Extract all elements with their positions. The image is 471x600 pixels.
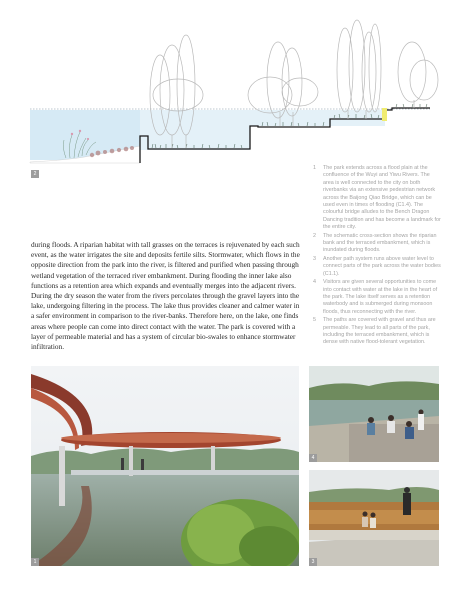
caption-item: 2 The schematic cross-section shows the riparian bank and the terraced embankment, which is inundated during floods.: [313, 232, 437, 254]
caption-list: [313, 165, 441, 348]
photo-gravel-path: [309, 470, 439, 566]
caption-item: 5 The paths are covered with gravel and thus are permeable. They lead to all parts of the park, including the terraced embankment, which is dense with native flood-tolerant vegetation.: [313, 317, 436, 346]
caption-item: 3 Another path system runs above water level to connect parts of the park across the water bodies (C1.1).: [313, 255, 441, 277]
figure-number-section: 2: [31, 170, 39, 178]
photo-lake-visitors: [309, 366, 439, 462]
body-paragraph: during floods. A riparian habitat with tall grasses on the terraces is rejuvenated by each such event, as the water irrigates the site and deposits fertile silts. Stormwater, which flows in the opposite direction from the park into the river, is filtered and purified when passing through wetland vegetation of the terraced river embankment. During flooding the inner lake also functions as a retention area which expands and eventually merges into the adjacent rivers. During the dry season the water from the rivers percolates through the gravel layers into the lake, undergoing filtering in the process. The lake thus provides cleaner and calmer water in a safer environment in comparison to the river-banks. Therefore here, on the lake, one finds areas where people can come into direct contact with the water. The park is covered with a layer of permeable material and has a system of circular bio-swales to enhance stormwater infiltration.: [31, 240, 300, 352]
figure-number-photo-top-right: 4: [309, 454, 317, 462]
caption-item: 4 Visitors are given several opportunities to come into contact with water at the lake in the heart of the park. The lake itself serves as a retention waterbody and is submerged during monsoon floods, thus reconnecting with the river.: [313, 279, 438, 315]
cross-section-diagram: [0, 0, 471, 190]
photo-bridge-lake: [31, 366, 299, 566]
lake-edge-highlight: [382, 108, 387, 121]
figure-number-photo-bottom-right: 3: [309, 558, 317, 566]
caption-item: 1 The park extends across a flood plain at the confluence of the Wuyi and Yiwu Rivers. The area is well connected to the city on both riverbanks via an extensive pedestrian network across the Baijong Qiao Bridge, which can be used even in times of flooding (C1.4). The colourful bridge alludes to the Bench Dragon Dancing tradition and has become a landmark for the entire city.: [313, 165, 441, 231]
figure-number-main-photo: 1: [31, 558, 39, 566]
